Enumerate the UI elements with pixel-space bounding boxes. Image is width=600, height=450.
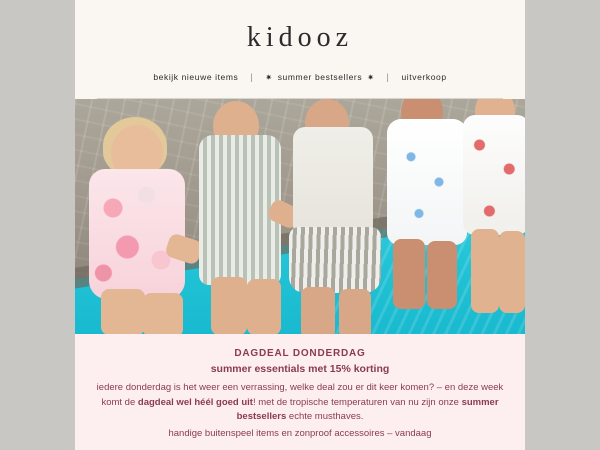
- promo-subtitle: summer essentials met 15% korting: [210, 363, 390, 375]
- promo-body: [95, 381, 505, 442]
- child-swimsuit: [463, 115, 525, 235]
- star-icon: ✷: [367, 72, 375, 82]
- child-leg: [247, 279, 281, 334]
- child-leg: [339, 289, 371, 334]
- nav-separator: |: [250, 72, 254, 82]
- child-figure: [81, 117, 211, 332]
- main-navigation: [75, 72, 525, 98]
- promo-line-1: iedere donderdag is het weer een verrassing, welke deal zou er dit: [96, 382, 377, 393]
- child-shorts: [289, 227, 381, 293]
- nav-item-summer-bestsellers-label: summer bestsellers: [277, 72, 363, 82]
- promo-line-3-a: met de tropische temperaturen van nu zijn onze: [258, 396, 462, 408]
- promo-section: [75, 334, 525, 450]
- child-leg: [499, 231, 525, 313]
- promo-line-2-a: keer komen? – en deze week komt de: [101, 382, 504, 408]
- nav-item-sale[interactable]: uitverkoop: [401, 72, 447, 82]
- child-leg: [101, 289, 145, 334]
- child-top: [293, 127, 373, 237]
- child-leg: [211, 277, 247, 334]
- child-leg: [393, 239, 425, 309]
- promo-line-4-a: echte musthaves.: [286, 411, 364, 423]
- child-leg: [427, 241, 457, 309]
- promo-highlight-summer: summer: [461, 396, 499, 408]
- child-swimsuit: [387, 119, 467, 245]
- nav-item-summer-bestsellers[interactable]: [265, 72, 374, 82]
- email-body: [75, 0, 525, 450]
- child-leg: [301, 287, 335, 334]
- child-swimsuit: [89, 169, 185, 299]
- promo-line-2-c: !: [252, 396, 256, 408]
- child-figure: [461, 101, 525, 316]
- star-icon: ✷: [265, 72, 273, 82]
- hero-image[interactable]: [75, 99, 525, 334]
- child-leg: [143, 293, 183, 334]
- promo-title: DAGDEAL DONDERDAG: [234, 348, 366, 359]
- email-header: [75, 0, 525, 99]
- promo-highlight-bestsellers: bestsellers: [236, 411, 287, 423]
- promo-highlight-dagdeal: dagdeal wel héél goed uit: [137, 396, 253, 408]
- promo-line-5: handige buitenspeel items en zonproof accessoires – vandaag: [168, 428, 432, 440]
- nav-separator: |: [386, 72, 390, 82]
- nav-item-new-items[interactable]: bekijk nieuwe items: [153, 72, 239, 82]
- brand-logo: kidooz: [246, 22, 354, 53]
- child-leg: [471, 229, 499, 313]
